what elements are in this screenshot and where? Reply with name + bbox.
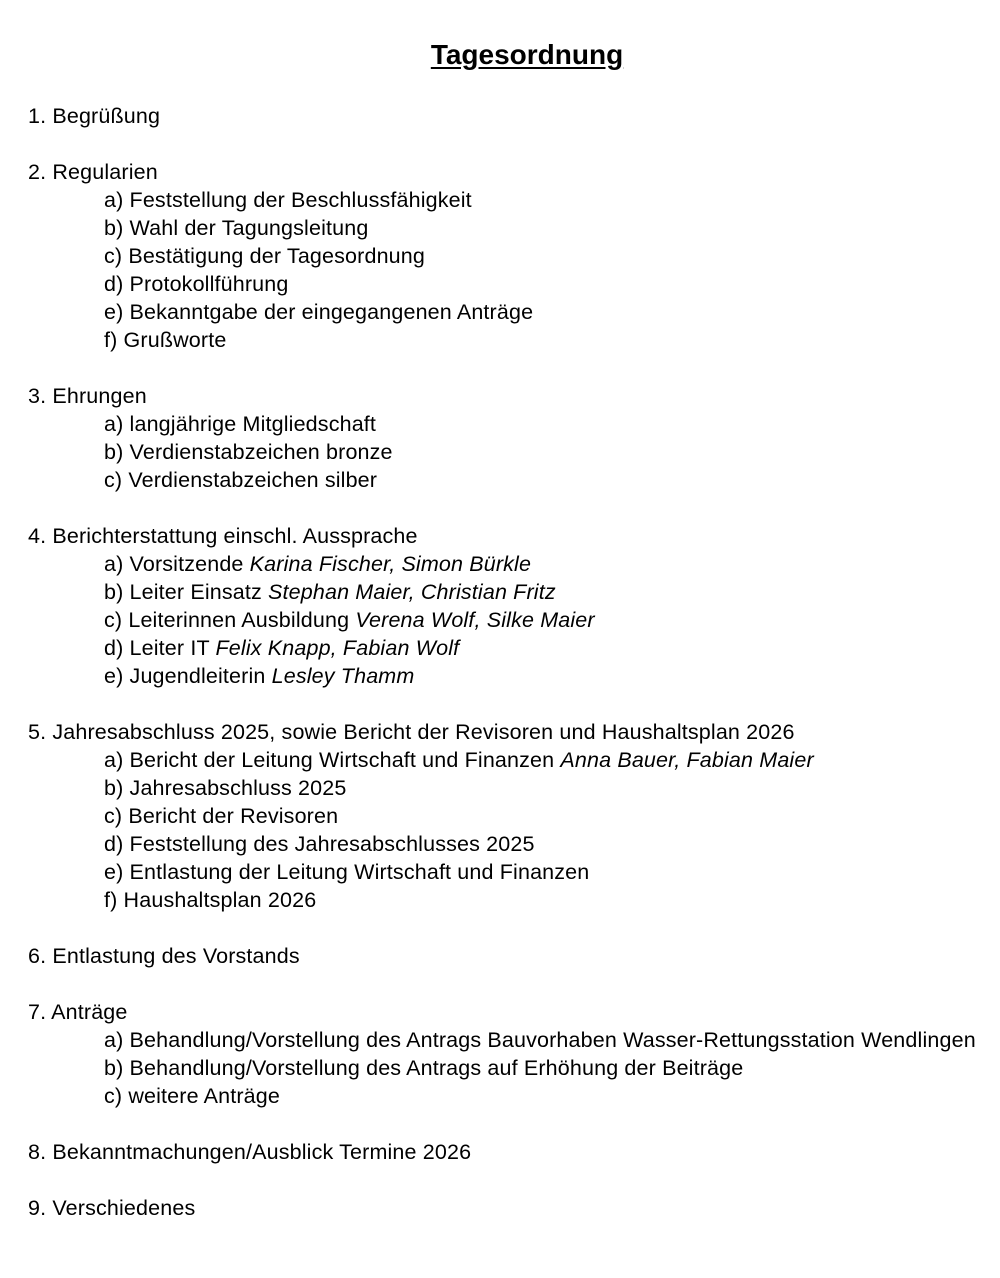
agenda-subitem-text: e) Entlastung der Leitung Wirtschaft und Finanzen [104, 860, 590, 884]
agenda-heading: 3. Ehrungen [28, 384, 147, 408]
agenda-subitem-text: b) Verdienstabzeichen bronze [104, 440, 393, 464]
agenda-subitem [28, 802, 978, 830]
agenda-subitem [28, 886, 978, 914]
agenda-section [28, 998, 978, 1110]
agenda-section [28, 1138, 978, 1166]
agenda-subitem-text: b) Behandlung/Vorstellung des Antrags auf Erhöhung der Beiträge [104, 1056, 744, 1080]
agenda-subitem [28, 858, 978, 886]
agenda-subitem-text: e) Jugendleiterin [104, 664, 272, 688]
agenda-subitem-text: a) Bericht der Leitung Wirtschaft und Finanzen [104, 748, 561, 772]
agenda-subitem [28, 242, 978, 270]
agenda-section [28, 382, 978, 494]
agenda-subitem-text: a) langjährige Mitgliedschaft [104, 412, 377, 436]
agenda-subitem-text: a) Feststellung der Beschlussfähigkeit [104, 188, 472, 212]
agenda-subitem-text: b) Leiter Einsatz [104, 580, 269, 604]
agenda-subitem-names: Stephan Maier, Christian Fritz [268, 580, 556, 604]
agenda-section [28, 1194, 978, 1222]
agenda-subitem [28, 1054, 978, 1082]
agenda-subitem-text: d) Protokollführung [104, 272, 289, 296]
agenda-heading: 1. Begrüßung [28, 104, 161, 128]
agenda-subitem [28, 214, 978, 242]
agenda-subitem-text: a) Behandlung/Vorstellung des Antrags Bauvorhaben Wasser-Rettungsstation Wendlingen [104, 1028, 976, 1052]
agenda-list [28, 102, 978, 1250]
agenda-subitem-text: a) Vorsitzende [104, 552, 250, 576]
agenda-subitem-text: d) Leiter IT [104, 636, 216, 660]
agenda-subitem [28, 578, 978, 606]
agenda-subitem [28, 634, 978, 662]
agenda-subitem [28, 606, 978, 634]
agenda-section [28, 522, 978, 690]
agenda-heading: 4. Berichterstattung einschl. Aussprache [28, 524, 418, 548]
agenda-subitem [28, 466, 978, 494]
agenda-subitem [28, 550, 978, 578]
agenda-subitem-text: c) Bestätigung der Tagesordnung [104, 244, 425, 268]
agenda-subitem [28, 410, 978, 438]
agenda-section [28, 102, 978, 130]
agenda-subitem [28, 270, 978, 298]
agenda-subitem-text: b) Wahl der Tagungsleitung [104, 216, 369, 240]
agenda-subitem-text: c) Leiterinnen Ausbildung [104, 608, 356, 632]
agenda-heading: 9. Verschiedenes [28, 1196, 196, 1220]
agenda-subitem-names: Felix Knapp, Fabian Wolf [215, 636, 460, 660]
agenda-heading: 5. Jahresabschluss 2025, sowie Bericht der Revisoren und Haushaltsplan 2026 [28, 720, 795, 744]
agenda-section [28, 158, 978, 354]
agenda-subitem-text: d) Feststellung des Jahresabschlusses 2025 [104, 832, 535, 856]
agenda-heading: 8. Bekanntmachungen/Ausblick Termine 2026 [28, 1140, 472, 1164]
agenda-subitem-text: e) Bekanntgabe der eingegangenen Anträge [104, 300, 534, 324]
agenda-subitem-text: f) Grußworte [104, 328, 227, 352]
agenda-subitem-text: b) Jahresabschluss 2025 [104, 776, 347, 800]
agenda-subitem [28, 830, 978, 858]
agenda-subitem [28, 662, 978, 690]
agenda-subitem-names: Verena Wolf, Silke Maier [355, 608, 595, 632]
agenda-heading: 7. Anträge [28, 1000, 128, 1024]
agenda-subitem [28, 326, 978, 354]
agenda-subitem [28, 298, 978, 326]
agenda-subitem [28, 1026, 978, 1054]
agenda-subitem-text: c) Bericht der Revisoren [104, 804, 339, 828]
agenda-subitem-names: Karina Fischer, Simon Bürkle [249, 552, 532, 576]
agenda-subitem [28, 746, 978, 774]
agenda-subitem-text: c) weitere Anträge [104, 1084, 280, 1108]
agenda-subitem [28, 774, 978, 802]
page-title: Tagesordnung [430, 39, 624, 70]
agenda-section [28, 942, 978, 970]
agenda-subitem-names: Anna Bauer, Fabian Maier [560, 748, 814, 772]
agenda-subitem [28, 186, 978, 214]
agenda-section [28, 718, 978, 914]
agenda-heading: 2. Regularien [28, 160, 158, 184]
agenda-subitem-text: c) Verdienstabzeichen silber [104, 468, 378, 492]
agenda-subitem [28, 438, 978, 466]
agenda-heading: 6. Entlastung des Vorstands [28, 944, 300, 968]
agenda-subitem [28, 1082, 978, 1110]
agenda-subitem-names: Lesley Thamm [271, 664, 415, 688]
agenda-subitem-text: f) Haushaltsplan 2026 [104, 888, 317, 912]
